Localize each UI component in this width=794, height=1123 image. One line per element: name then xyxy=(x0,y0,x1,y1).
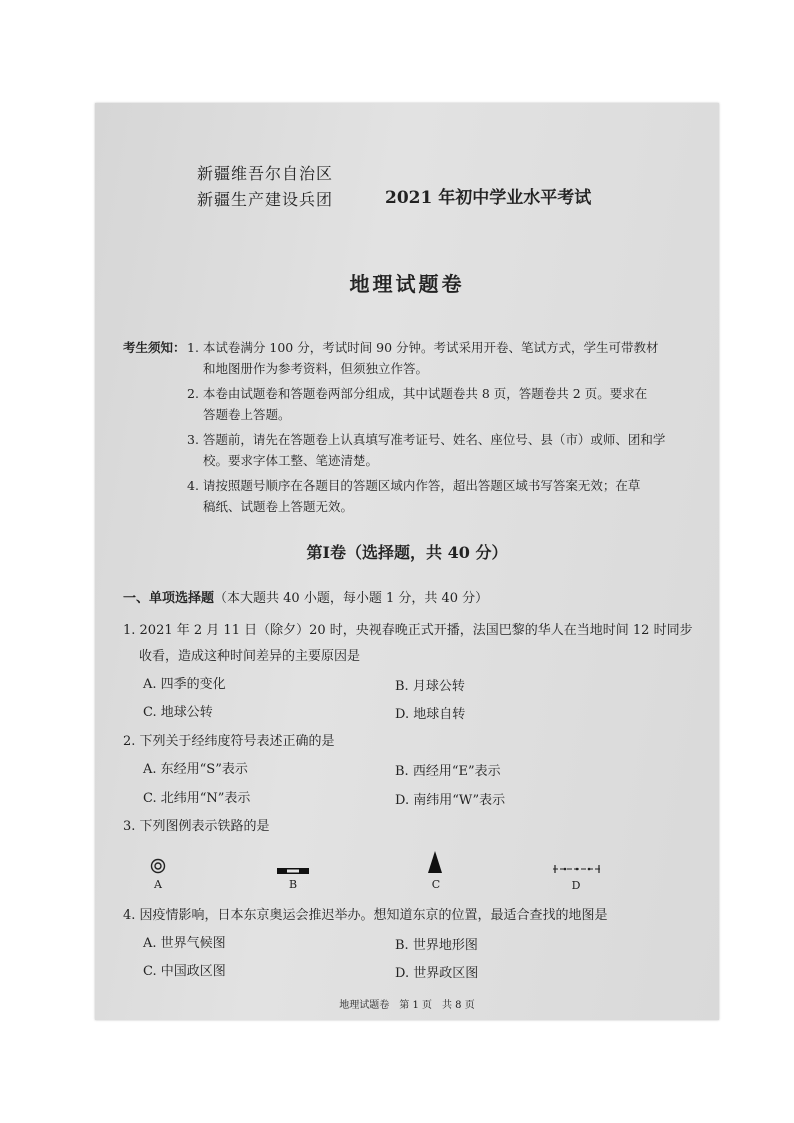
question-4-option-d: D. 世界政区图 xyxy=(395,966,479,981)
page-footer: 地理试题卷 第 1 页 共 8 页 xyxy=(339,1000,475,1011)
notice-item-3-line-2: 校。要求字体工整、笔迹清楚。 xyxy=(203,453,379,468)
question-2-option-b: B. 西经用“E”表示 xyxy=(395,764,501,779)
notice-item-4-line-2: 稿纸、试题卷上答题无效。 xyxy=(203,499,354,514)
question-4-option-a: A. 世界气候图 xyxy=(143,936,226,951)
boundary-line-icon xyxy=(553,859,601,869)
part-title-note: （本大题共 40 小题，每小题 1 分，共 40 分） xyxy=(214,591,489,606)
question-4-option-b: B. 世界地形图 xyxy=(395,938,478,953)
notice-item-2-line-1: 2. 本卷由试题卷和答题卷两部分组成，其中试题卷共 8 页，答题卷共 2 页。要求在 xyxy=(187,386,648,401)
region-line-2: 新疆生产建设兵团 xyxy=(197,190,334,209)
symbol-b-label: B xyxy=(288,878,298,891)
symbol-c-label: C xyxy=(431,878,441,891)
symbol-d-label: D xyxy=(571,879,581,892)
mountain-peak-icon xyxy=(428,851,442,873)
page-title: 地理试题卷 xyxy=(349,272,465,296)
question-1-option-c: C. 地球公转 xyxy=(143,705,213,720)
question-2-option-a: A. 东经用“S”表示 xyxy=(143,762,248,777)
part-title-label: 一、单项选择题 xyxy=(123,591,215,606)
question-1-option-a: A. 四季的变化 xyxy=(143,677,226,692)
question-2-option-c: C. 北纬用“N”表示 xyxy=(143,791,251,806)
notice-item-3-line-1: 3. 答题前，请先在答题卷上认真填写准考证号、姓名、座位号、县（市）或师、团和学 xyxy=(187,432,666,447)
part-title xyxy=(123,587,488,606)
notice-item-1-line-2: 和地图册作为参考资料，但须独立作答。 xyxy=(203,361,429,376)
region-line-1: 新疆维吾尔自治区 xyxy=(197,164,334,183)
question-2-option-d: D. 南纬用“W”表示 xyxy=(395,793,506,808)
symbol-a-label: A xyxy=(154,878,162,891)
railway-bar-icon xyxy=(277,861,309,871)
notice-item-2-line-2: 答题卷上答题。 xyxy=(203,407,291,422)
notice-item-1-line-1: 1. 本试卷满分 100 分，考试时间 90 分钟。考试采用开卷、笔试方式，学生可带教材 xyxy=(187,340,659,355)
question-1-stem-line-1: 1. 2021 年 2 月 11 日（除夕）20 时，央视春晚正式开播，法国巴黎的华人在当地时间 12 时同步 xyxy=(123,623,693,638)
question-3-stem: 3. 下列图例表示铁路的是 xyxy=(123,819,270,834)
question-1-option-d: D. 地球自转 xyxy=(395,707,466,722)
question-1-option-b: B. 月球公转 xyxy=(395,679,465,694)
section-title: 第Ⅰ卷（选择题，共 40 分） xyxy=(306,543,508,562)
exam-name: 2021 年初中学业水平考试 xyxy=(385,188,592,208)
question-2-stem: 2. 下列关于经纬度符号表述正确的是 xyxy=(123,734,335,749)
question-4-stem: 4. 因疫情影响，日本东京奥运会推迟举办。想知道东京的位置，最适合查找的地图是 xyxy=(123,908,608,923)
double-circle-icon xyxy=(150,858,166,874)
notice-item-4-line-1: 4. 请按照题号顺序在各题目的答题区域内作答，超出答题区域书写答案无效；在草 xyxy=(187,478,641,493)
exam-paper xyxy=(95,103,719,1020)
question-1-stem-line-2: 收看，造成这种时间差异的主要原因是 xyxy=(139,649,361,664)
question-4-option-c: C. 中国政区图 xyxy=(143,964,226,979)
notice-label: 考生须知： xyxy=(123,340,186,355)
